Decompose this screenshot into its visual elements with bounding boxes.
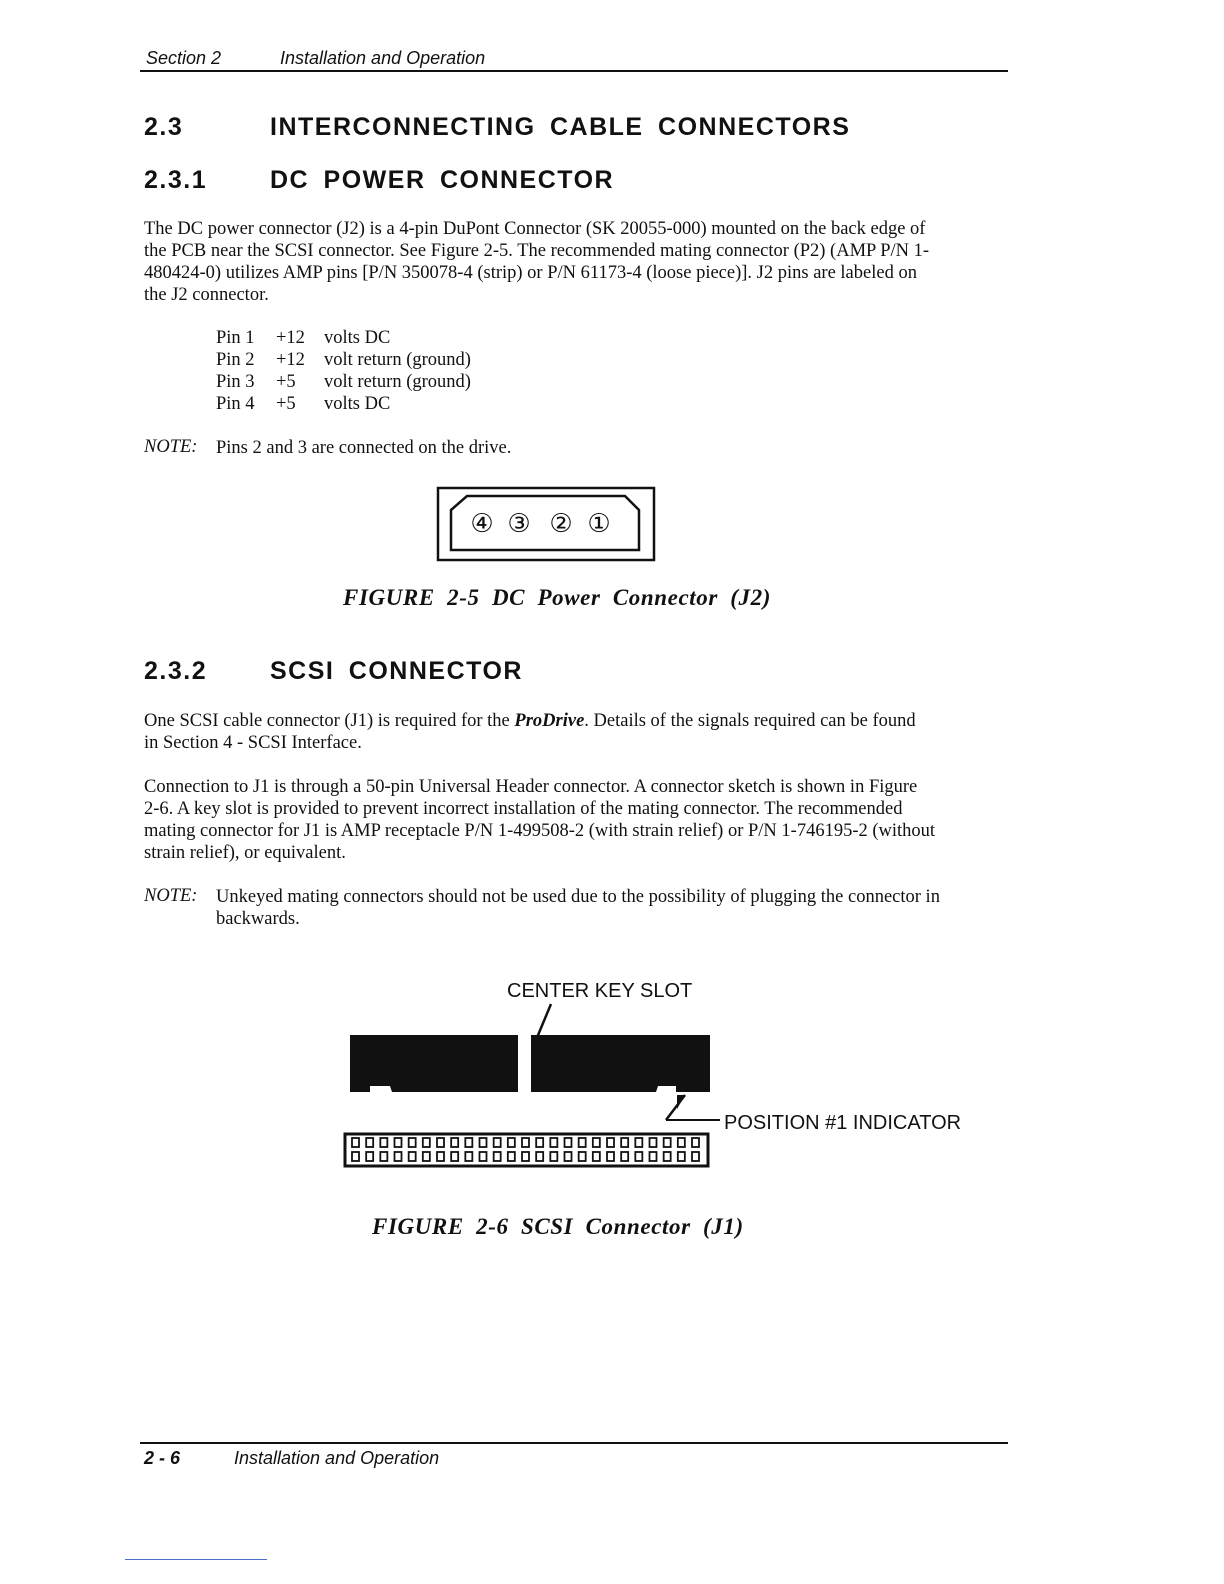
header-pin bbox=[480, 1138, 487, 1147]
header-pin bbox=[593, 1138, 600, 1147]
header-pin bbox=[692, 1152, 699, 1161]
header-pin bbox=[465, 1152, 472, 1161]
pin-voltage: +12 bbox=[276, 350, 305, 370]
pin-voltage: +12 bbox=[276, 328, 305, 348]
header-pin bbox=[380, 1138, 387, 1147]
scsi-paragraph-2 bbox=[144, 776, 1012, 864]
footer-title: Installation and Operation bbox=[234, 1448, 440, 1468]
header-pin bbox=[451, 1138, 458, 1147]
header-pin bbox=[522, 1138, 529, 1147]
header-pin bbox=[621, 1152, 628, 1161]
header-pin bbox=[480, 1152, 487, 1161]
header-pin bbox=[366, 1138, 373, 1147]
scsi-line: 2-6. A key slot is provided to prevent incorrect installation of the mating connector. The recommended bbox=[144, 799, 903, 819]
connector-body-right bbox=[531, 1035, 710, 1092]
dc-power-line: 480424-0) utilizes AMP pins [P/N 350078-4 (strip) or P/N 61173-4 (loose piece)]. J2 pins are labeled on bbox=[144, 263, 917, 283]
header-pin bbox=[621, 1138, 628, 1147]
footer-page-number: 2 - 6 bbox=[144, 1448, 181, 1468]
pin-2-glyph: ② bbox=[549, 509, 573, 539]
connector-body-left bbox=[350, 1035, 518, 1092]
header-pin bbox=[437, 1152, 444, 1161]
header-pin bbox=[550, 1138, 557, 1147]
header-pin bbox=[650, 1138, 657, 1147]
header-pin bbox=[380, 1152, 387, 1161]
center-key-slot-label: CENTER KEY SLOT bbox=[507, 980, 693, 1002]
header-pin bbox=[437, 1138, 444, 1147]
header-pin bbox=[635, 1152, 642, 1161]
header-pin bbox=[465, 1138, 472, 1147]
footer-rule bbox=[140, 1442, 1008, 1444]
note-label: NOTE: bbox=[144, 886, 198, 906]
pin-description: volts DC bbox=[324, 394, 391, 414]
header-pin bbox=[664, 1138, 671, 1147]
scsi-connector-diagram bbox=[340, 1000, 720, 1175]
header-pin bbox=[508, 1138, 515, 1147]
pin-row-1 bbox=[216, 328, 616, 350]
scsi-paragraph-1 bbox=[144, 710, 1012, 754]
header-pin bbox=[494, 1152, 501, 1161]
scsi-line: strain relief), or equivalent. bbox=[144, 843, 346, 863]
header-pin bbox=[650, 1152, 657, 1161]
header-pin bbox=[508, 1152, 515, 1161]
header-pin bbox=[678, 1152, 685, 1161]
header-pin bbox=[352, 1152, 359, 1161]
pin-description: volt return (ground) bbox=[324, 350, 471, 370]
pin-1-glyph: ① bbox=[587, 509, 611, 539]
pin-voltage: +5 bbox=[276, 394, 296, 414]
section-number-2-3-2: 2.3.2 bbox=[144, 657, 208, 685]
pin-3-glyph: ③ bbox=[507, 509, 531, 539]
figure-2-5-caption: FIGURE 2-5 DC Power Connector (J2) bbox=[343, 585, 772, 610]
scsi-line: mating connector for J1 is AMP receptacle P/N 1-499508-2 (with strain relief) or P/N 1-746195-2 (without bbox=[144, 821, 936, 841]
note-line: Unkeyed mating connectors should not be used due to the possibility of plugging the connector in bbox=[216, 887, 940, 907]
pin-4-glyph: ④ bbox=[470, 509, 494, 539]
position-arrow-shaft bbox=[666, 1095, 685, 1120]
header-pin bbox=[565, 1152, 572, 1161]
header-pin bbox=[409, 1138, 416, 1147]
header-rule bbox=[140, 70, 1008, 72]
pin-label: Pin 4 bbox=[216, 394, 255, 414]
dc-power-paragraph bbox=[144, 218, 1012, 306]
pin-label: Pin 3 bbox=[216, 372, 255, 392]
scsi-line-2: in Section 4 - SCSI Interface. bbox=[144, 733, 362, 753]
section-number-2-3-1: 2.3.1 bbox=[144, 166, 208, 194]
position-1-indicator-label: POSITION #1 INDICATOR bbox=[724, 1112, 962, 1134]
header-pin bbox=[593, 1152, 600, 1161]
header-pin bbox=[550, 1152, 557, 1161]
note-text: Pins 2 and 3 are connected on the drive. bbox=[216, 438, 512, 458]
header-pin bbox=[607, 1152, 614, 1161]
header-pin bbox=[536, 1138, 543, 1147]
header-pin bbox=[522, 1152, 529, 1161]
header-pin bbox=[423, 1152, 430, 1161]
scsi-text: . Details of the signals required can be found bbox=[584, 711, 916, 731]
pin-description: volts DC bbox=[324, 328, 391, 348]
pin-description: volt return (ground) bbox=[324, 372, 471, 392]
pin-grid bbox=[352, 1138, 699, 1161]
header-pin bbox=[536, 1152, 543, 1161]
section-number-2-3: 2.3 bbox=[144, 113, 184, 141]
pin-row-3 bbox=[216, 372, 616, 394]
figure-2-6-caption: FIGURE 2-6 SCSI Connector (J1) bbox=[372, 1214, 744, 1239]
dc-power-connector-diagram bbox=[436, 486, 656, 562]
header-pin bbox=[395, 1138, 402, 1147]
note-text bbox=[216, 886, 1006, 930]
header-pin bbox=[607, 1138, 614, 1147]
scsi-line-1 bbox=[144, 710, 1012, 732]
section-title-2-3: INTERCONNECTING CABLE CONNECTORS bbox=[270, 113, 851, 141]
header-pin bbox=[579, 1152, 586, 1161]
header-pin bbox=[352, 1138, 359, 1147]
dc-power-line: the J2 connector. bbox=[144, 285, 269, 305]
header-pin bbox=[366, 1152, 373, 1161]
dc-power-line: The DC power connector (J2) is a 4-pin DuPont Connector (SK 20055-000) mounted on the back edge of bbox=[144, 219, 926, 239]
key-slot-pointer bbox=[536, 1004, 551, 1040]
header-pin bbox=[423, 1138, 430, 1147]
pin-label: Pin 1 bbox=[216, 328, 255, 348]
pin-label: Pin 2 bbox=[216, 350, 255, 370]
header-pin bbox=[664, 1152, 671, 1161]
pin-voltage: +5 bbox=[276, 372, 296, 392]
header-section: Section 2 bbox=[146, 48, 222, 68]
scsi-text: One SCSI cable connector (J1) is required for the bbox=[144, 711, 515, 731]
section-title-2-3-2: SCSI CONNECTOR bbox=[270, 657, 523, 685]
header-pin bbox=[579, 1138, 586, 1147]
note-label: NOTE: bbox=[144, 437, 198, 457]
bottom-link-rule bbox=[125, 1559, 267, 1560]
note-line: backwards. bbox=[216, 909, 300, 929]
header-pin bbox=[692, 1138, 699, 1147]
header-pin bbox=[451, 1152, 458, 1161]
header-pin bbox=[565, 1138, 572, 1147]
dc-power-line: the PCB near the SCSI connector. See Figure 2-5. The recommended mating connector (P2) (AMP P/N 1- bbox=[144, 241, 930, 261]
pin-row-2 bbox=[216, 350, 616, 372]
header-pin bbox=[409, 1152, 416, 1161]
section-title-2-3-1: DC POWER CONNECTOR bbox=[270, 166, 615, 194]
header-pin bbox=[678, 1138, 685, 1147]
header-pin bbox=[494, 1138, 501, 1147]
header-title: Installation and Operation bbox=[280, 48, 486, 68]
header-pin bbox=[395, 1152, 402, 1161]
scsi-line: Connection to J1 is through a 50-pin Universal Header connector. A connector sketch is shown in Figure bbox=[144, 777, 918, 797]
header-pin bbox=[635, 1138, 642, 1147]
product-name: ProDrive bbox=[514, 711, 585, 731]
pin-row-4 bbox=[216, 394, 616, 416]
